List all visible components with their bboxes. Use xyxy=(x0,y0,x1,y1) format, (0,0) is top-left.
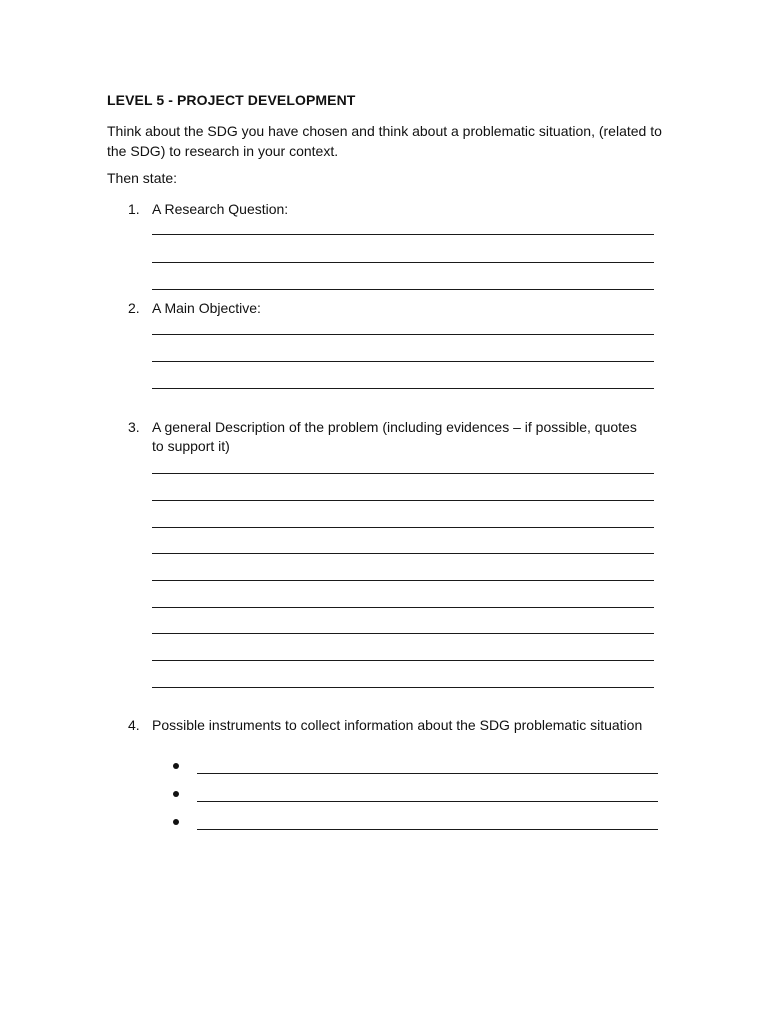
item-label-research-question: A Research Question: xyxy=(152,201,289,217)
item-number-4: 4. xyxy=(128,717,140,733)
item-label-problem-description: A general Description of the problem (including evidences – if possible, quotes to support it) xyxy=(152,419,637,454)
answer-line[interactable] xyxy=(152,527,654,528)
item-number-3: 3. xyxy=(128,419,140,435)
instrument-answer-line[interactable] xyxy=(197,801,658,802)
intro-paragraph: Think about the SDG you have chosen and think about a problematic situation, (related to the SDG) to research in your context. xyxy=(107,123,662,159)
answer-line[interactable] xyxy=(152,633,654,634)
instrument-answer-line[interactable] xyxy=(197,829,658,830)
answer-line[interactable] xyxy=(152,607,654,608)
answer-line[interactable] xyxy=(152,660,654,661)
answer-line[interactable] xyxy=(152,289,654,290)
answer-line[interactable] xyxy=(152,262,654,263)
bullet-icon xyxy=(173,763,179,769)
answer-line[interactable] xyxy=(152,334,654,335)
instrument-answer-line[interactable] xyxy=(197,773,658,774)
answer-line[interactable] xyxy=(152,388,654,389)
then-state-label: Then state: xyxy=(107,170,178,186)
page-title: LEVEL 5 - PROJECT DEVELOPMENT xyxy=(107,92,356,108)
item-label-instruments: Possible instruments to collect information about the SDG problematic situation xyxy=(152,717,643,733)
answer-line[interactable] xyxy=(152,687,654,688)
answer-line[interactable] xyxy=(152,553,654,554)
answer-line[interactable] xyxy=(152,580,654,581)
item-number-1: 1. xyxy=(128,201,140,217)
item-number-2: 2. xyxy=(128,300,140,316)
bullet-icon xyxy=(173,791,179,797)
answer-line[interactable] xyxy=(152,500,654,501)
answer-line[interactable] xyxy=(152,473,654,474)
bullet-icon xyxy=(173,819,179,825)
answer-line[interactable] xyxy=(152,234,654,235)
item-label-main-objective: A Main Objective: xyxy=(152,300,261,316)
answer-line[interactable] xyxy=(152,361,654,362)
